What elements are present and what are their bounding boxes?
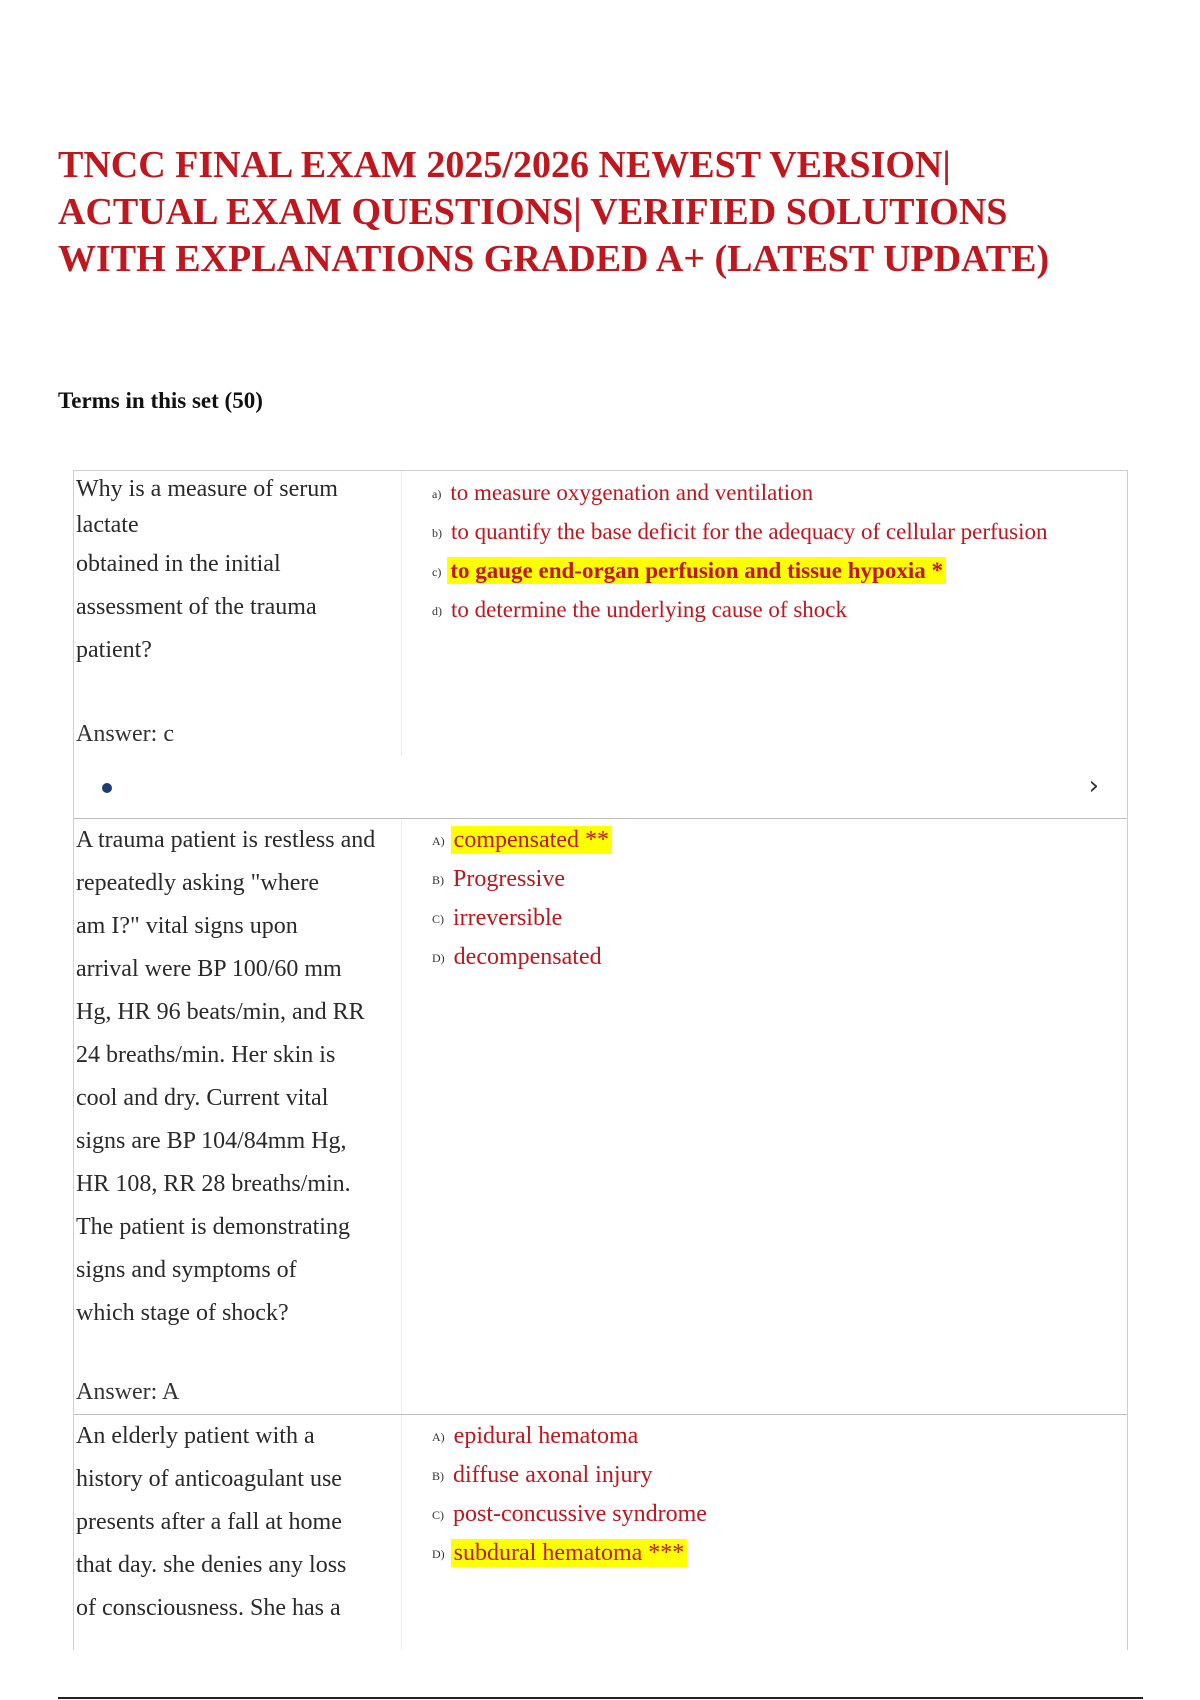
question-line: The patient is demonstrating bbox=[76, 1214, 350, 1240]
answer-option-correct bbox=[432, 551, 1050, 590]
document-title bbox=[58, 142, 1158, 283]
question-line: of consciousness. She has a bbox=[76, 1595, 341, 1621]
answer-option bbox=[432, 1495, 710, 1534]
flashcard-list bbox=[73, 470, 1128, 1650]
column-divider bbox=[401, 1415, 402, 1650]
option-text: irreversible bbox=[453, 905, 563, 931]
terms-count-label: Terms in this set (50) bbox=[58, 388, 263, 413]
answer-option-correct bbox=[432, 1534, 710, 1573]
option-letter: B) bbox=[432, 1468, 444, 1483]
option-letter: A) bbox=[432, 833, 445, 848]
question-line: repeatedly asking "where bbox=[76, 870, 320, 896]
option-text: post-concussive syndrome bbox=[453, 1501, 707, 1527]
option-text: to gauge end-organ perfusion and tissue hypoxia * bbox=[447, 557, 946, 584]
title-line: ACTUAL EXAM QUESTIONS| VERIFIED SOLUTIONS bbox=[58, 191, 1008, 233]
answer-option bbox=[432, 473, 1050, 512]
question-text bbox=[76, 471, 396, 672]
option-letter: d) bbox=[432, 604, 442, 619]
question-text bbox=[76, 1415, 396, 1630]
answer-option bbox=[432, 899, 612, 938]
question-line: signs are BP 104/84mm Hg, bbox=[76, 1128, 347, 1154]
question-line: HR 108, RR 28 breaths/min. bbox=[76, 1171, 351, 1197]
question-line: which stage of shock? bbox=[76, 1300, 289, 1326]
title-line: WITH EXPLANATIONS GRADED A+ (LATEST UPDATE) bbox=[58, 238, 1050, 280]
option-text: compensated ** bbox=[451, 826, 612, 854]
answer-option bbox=[432, 860, 612, 899]
question-line: am I?" vital signs upon bbox=[76, 913, 298, 939]
question-line: that day. she denies any loss bbox=[76, 1552, 347, 1578]
answer-label: Answer: c bbox=[76, 721, 174, 747]
column-divider bbox=[401, 471, 402, 756]
title-line: TNCC FINAL EXAM 2025/2026 NEWEST VERSION| bbox=[58, 144, 951, 186]
answer-options bbox=[432, 473, 1050, 629]
answer-options bbox=[432, 821, 612, 977]
answer-option-correct bbox=[432, 821, 612, 860]
question-line: signs and symptoms of bbox=[76, 1257, 297, 1283]
flashcard bbox=[74, 819, 1128, 1415]
option-letter: c) bbox=[432, 565, 442, 580]
answer-label: Answer: A bbox=[76, 1379, 180, 1405]
option-letter: C) bbox=[432, 911, 444, 926]
chevron-right-icon[interactable]: › bbox=[1088, 771, 1099, 801]
question-line: presents after a fall at home bbox=[76, 1509, 342, 1535]
flashcard bbox=[74, 471, 1128, 819]
option-letter: B) bbox=[432, 872, 444, 887]
page-bottom-rule bbox=[58, 1697, 1143, 1699]
answer-option bbox=[432, 512, 1050, 551]
question-line: A trauma patient is restless and bbox=[76, 827, 376, 853]
column-divider bbox=[401, 819, 402, 1414]
option-text: Progressive bbox=[453, 866, 565, 892]
dot-icon bbox=[102, 783, 112, 793]
option-text: to determine the underlying cause of shock bbox=[451, 597, 847, 622]
question-line: arrival were BP 100/60 mm bbox=[76, 956, 342, 982]
option-letter: b) bbox=[432, 526, 442, 541]
question-line: cool and dry. Current vital bbox=[76, 1085, 329, 1111]
question-text bbox=[76, 819, 396, 1335]
question-line: assessment of the trauma bbox=[76, 594, 317, 620]
option-letter: C) bbox=[432, 1507, 444, 1522]
option-letter: A) bbox=[432, 1429, 445, 1444]
option-letter: a) bbox=[432, 487, 442, 502]
answer-option bbox=[432, 938, 612, 977]
answer-option bbox=[432, 590, 1050, 629]
option-text: decompensated bbox=[453, 944, 602, 970]
option-text: to measure oxygenation and ventilation bbox=[450, 480, 814, 505]
question-line: obtained in the initial bbox=[76, 551, 281, 577]
option-letter: D) bbox=[432, 1546, 445, 1561]
question-line: Why is a measure of serum bbox=[76, 476, 338, 502]
question-line: patient? bbox=[76, 637, 152, 663]
answer-options bbox=[432, 1417, 710, 1573]
question-line: lactate bbox=[76, 512, 139, 538]
question-line: An elderly patient with a bbox=[76, 1423, 315, 1449]
option-text: epidural hematoma bbox=[453, 1423, 639, 1449]
answer-option bbox=[432, 1417, 710, 1456]
option-text: diffuse axonal injury bbox=[453, 1462, 653, 1488]
option-letter: D) bbox=[432, 950, 445, 965]
question-line: Hg, HR 96 beats/min, and RR bbox=[76, 999, 365, 1025]
answer-option bbox=[432, 1456, 710, 1495]
flashcard bbox=[74, 1415, 1128, 1650]
question-line: history of anticoagulant use bbox=[76, 1466, 342, 1492]
question-line: 24 breaths/min. Her skin is bbox=[76, 1042, 336, 1068]
option-text: subdural hematoma *** bbox=[451, 1539, 688, 1567]
option-text: to quantify the base deficit for the adequacy of cellular perfusion bbox=[451, 519, 1048, 544]
